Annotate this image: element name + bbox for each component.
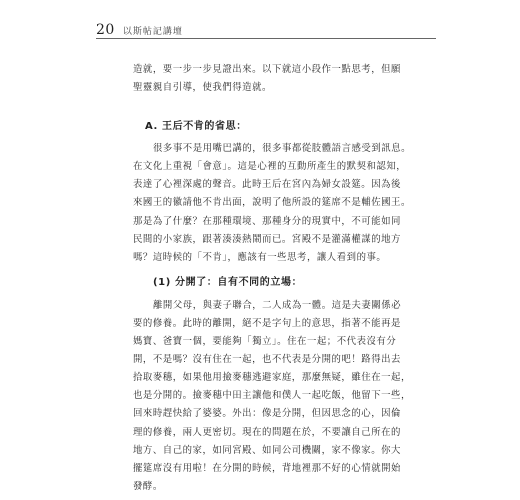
text-line: 離開父母，與妻子聯合，二人成為一體。這是夫妻關係必 [153, 299, 402, 311]
text-line: 理的修養，兩人更密切。現在的問題在於，不要讓自己所在的 [133, 426, 401, 438]
text-line: 擺筵席沒有用啦！在分開的時候，背地裡那不好的心情就開始 [133, 462, 401, 474]
subsection-1-heading: (1) 分開了：自有不同的立場： [153, 276, 303, 288]
text-line: 聖靈親自引導，使我們得造就。 [133, 82, 272, 94]
text-line: 很多事不是用嘴巴講的，很多事都從肢體語言感受到訊息。 [153, 143, 412, 155]
text-line: 發酵。 [133, 480, 163, 492]
text-line: 媽寶、爸寶一個，要能夠「獨立」。住在一起；不代表沒有分 [133, 336, 397, 348]
text-line: 民間的小家族，跟著湊湊熱鬧而已。宮殿不是灌滿權謀的地方 [133, 233, 401, 245]
section-a-paragraph [133, 140, 412, 267]
body-text [133, 61, 412, 496]
running-title: 以斯帖記講壇 [122, 27, 183, 37]
text-line: 來國王的徽請他不肯出面，說明了他所設的筵席不是輔佐國王。 [133, 197, 411, 209]
text-line: 表達了心裡深處的聲音。此時王后在宮內為婦女設筵。因為後 [133, 179, 401, 191]
text-line: 那是為了什麼？在那種環境、那種身分的現實中，不可能如同 [133, 215, 401, 227]
text-line: 在文化上重視「會意」。這是心裡的互動所產生的默契和認知， [133, 161, 407, 173]
text-line: 也是分開的。撿麥穗中田主讓他和僕人一起吃飯，他留下一些， [133, 390, 411, 402]
text-line: 地方、自己的家，如同宮殿、如同公司機關，家不像家。你大 [133, 444, 401, 456]
section-a-heading: A. 王后不肯的省思： [145, 121, 247, 133]
text-line: 拾取麥穗，如果他用撿麥穗逃避家庭，那麼無疑，雖住在一起， [133, 372, 411, 384]
page-header [96, 22, 183, 38]
intro-paragraph [133, 61, 401, 97]
subsection-1-paragraph [133, 297, 411, 496]
page-number: 20 [96, 22, 115, 38]
text-line: 造就，要一步一步見證出來。以下就這小段作一點思考，但願 [133, 64, 401, 75]
header-rule [96, 38, 436, 39]
text-line: 要的修養。此時的離開，絕不是字句上的意思，指著不能再是 [133, 317, 401, 329]
text-line: 嗎？這時候的「不肯」，應該有一些思考，讓人看到的事。 [133, 251, 387, 263]
text-line: 開，不是嗎？沒有住在一起，也不代表是分開的吧！路得出去 [133, 354, 401, 366]
text-line: 回來時趕快給了婆婆。外出：像是分開，但因思念的心，因倫 [133, 408, 401, 420]
